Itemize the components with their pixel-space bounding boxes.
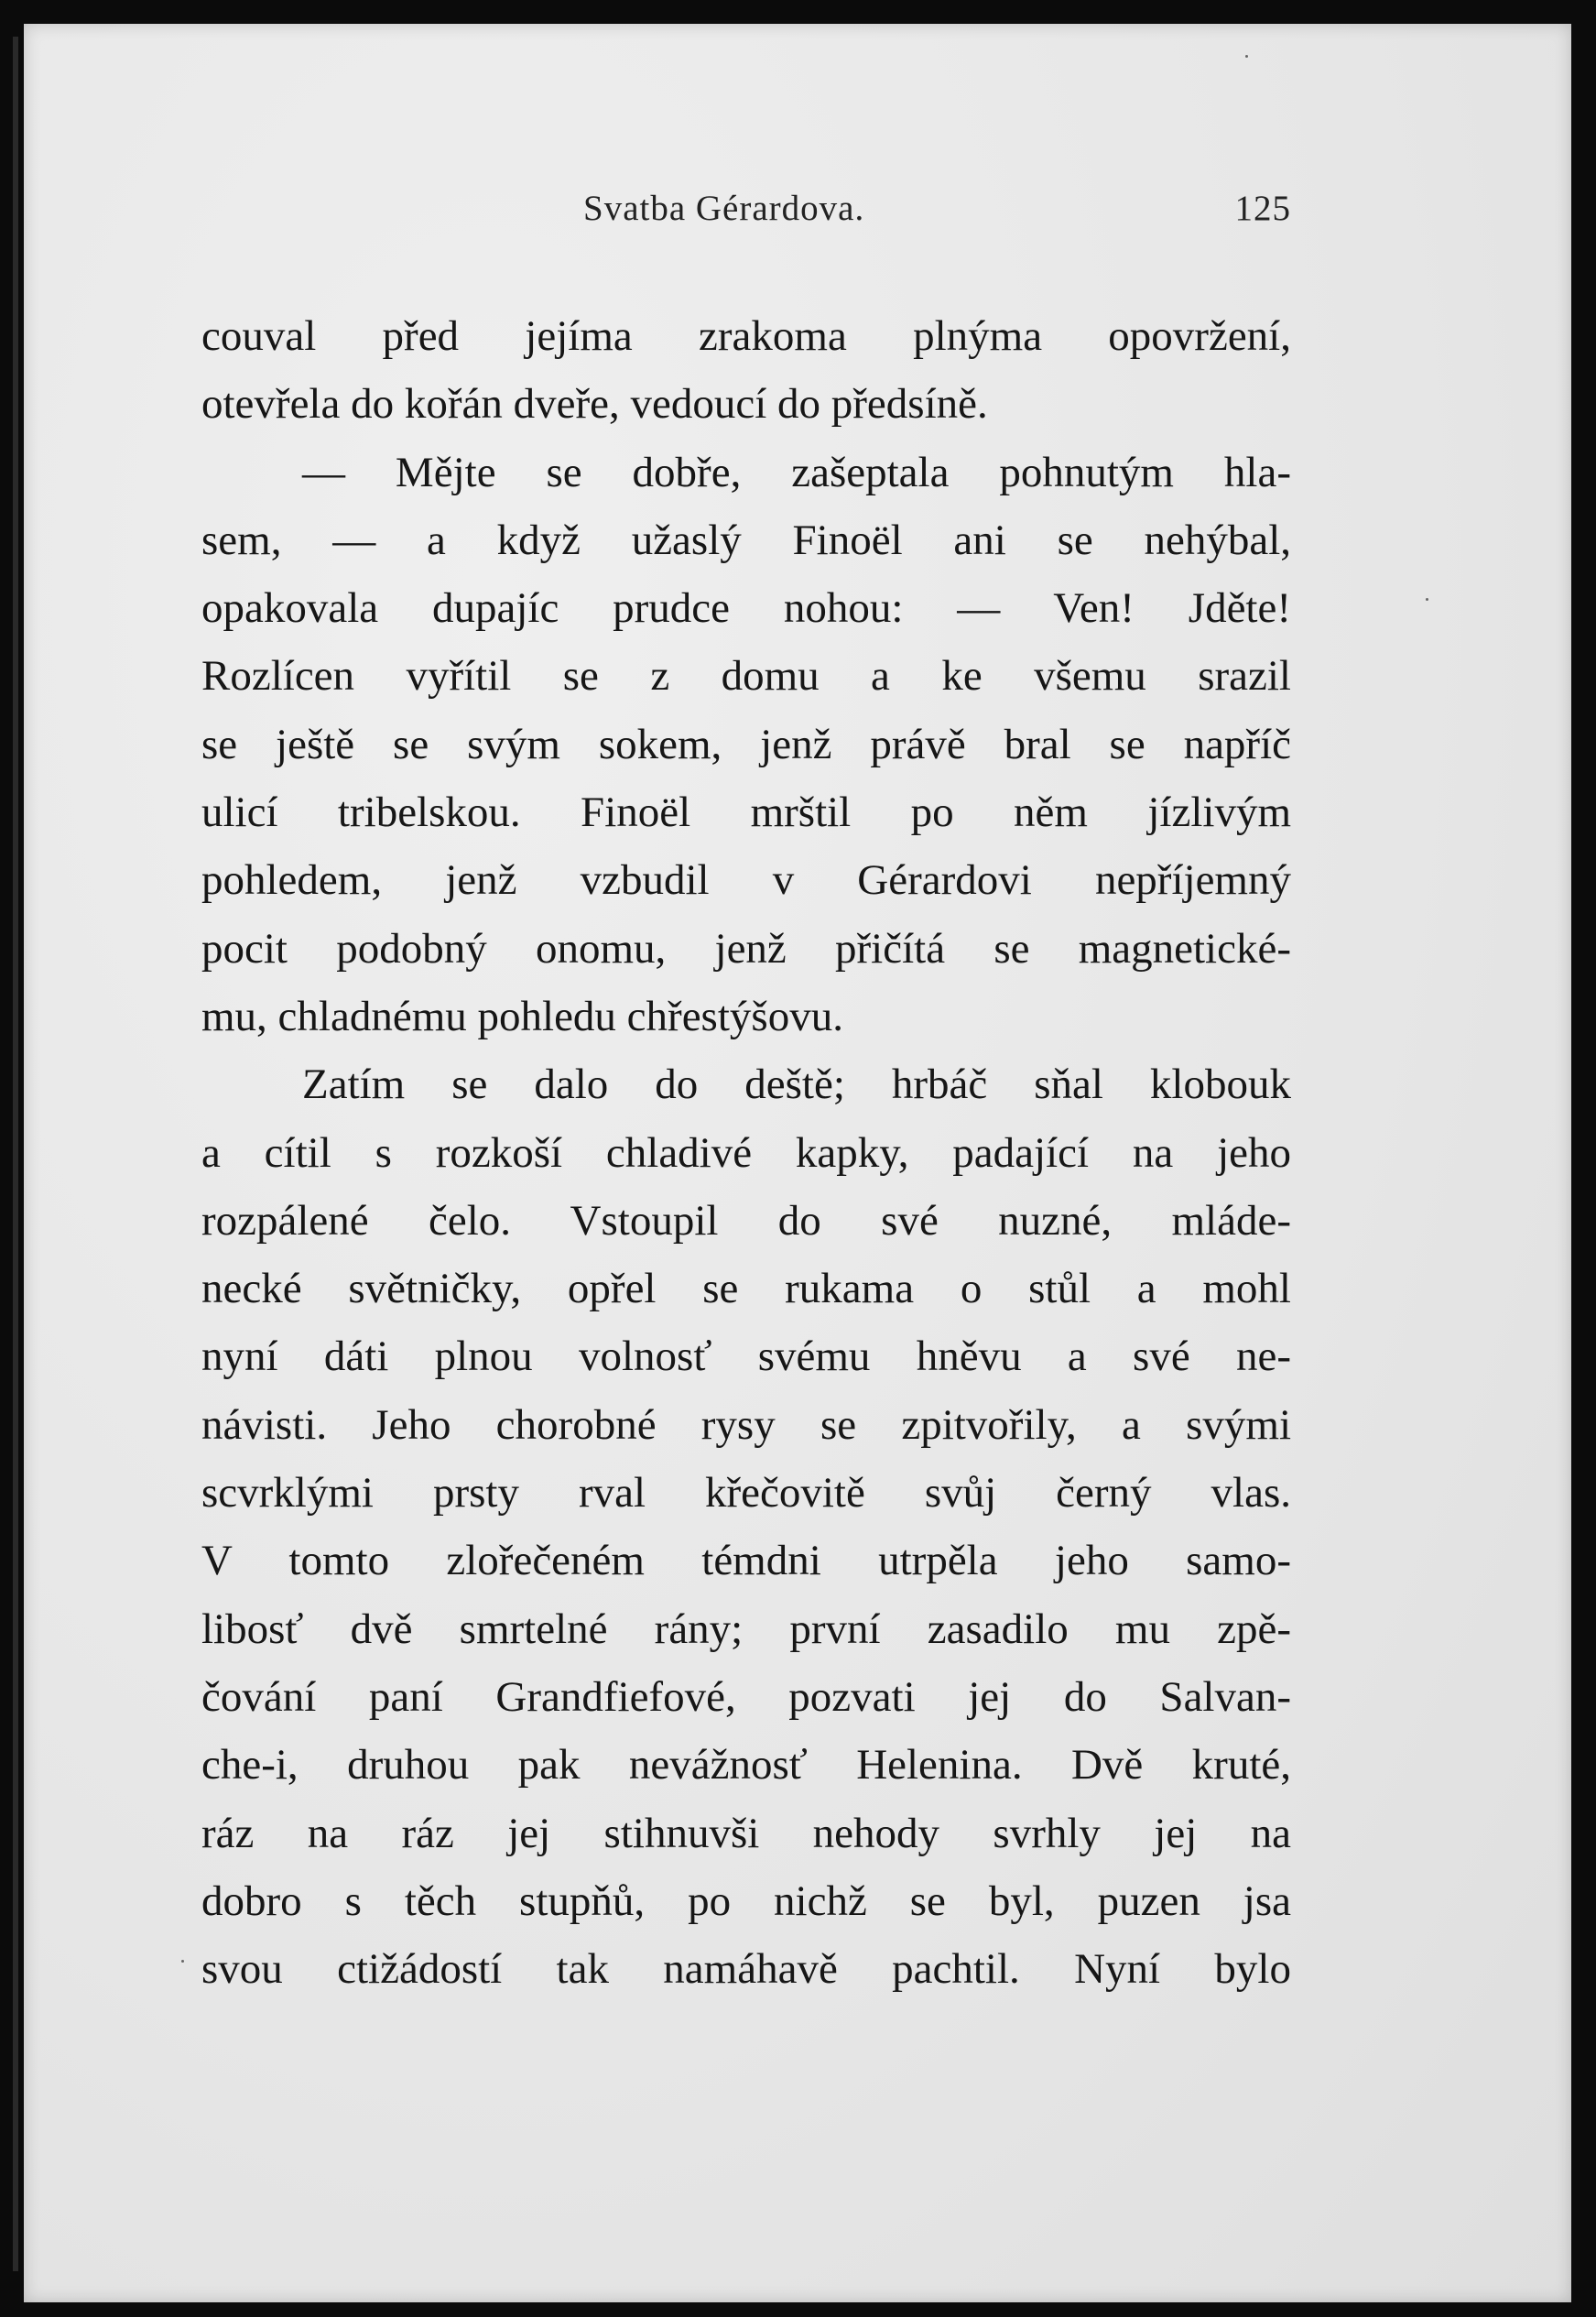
- text-line: scvrklými prsty rval křečovitě svůj černý vlas.: [201, 1469, 1291, 1517]
- text-line: návisti. Jeho chorobné rysy se zpitvořily, a svými: [201, 1400, 1291, 1449]
- scan-speck: [1426, 598, 1428, 601]
- text-line: necké světničky, opřel se rukama o stůl a mohl: [201, 1265, 1291, 1313]
- text-line: nyní dáti plnou volnosť svému hněvu a své ne-: [201, 1333, 1291, 1381]
- body-text: [201, 302, 1291, 2003]
- scan-speck: [181, 1960, 184, 1963]
- text-line: otevřela do kořán dveře, vedoucí do předsíně.: [201, 380, 988, 429]
- text-line: Rozlícen vyřítil se z domu a ke všemu srazil: [201, 652, 1291, 701]
- page-header: [568, 188, 1291, 243]
- text-line: rozpálené čelo. Vstoupil do své nuzné, mláde-: [201, 1196, 1291, 1245]
- text-line: se ještě se svým sokem, jenž právě bral se napříč: [201, 720, 1291, 768]
- text-line: pocit podobný onomu, jenž přičítá se magnetické-: [201, 924, 1291, 973]
- text-line: ráz na ráz jej stihnuvši nehody svrhly jej na: [201, 1809, 1291, 1857]
- scan-speck: [1245, 55, 1248, 58]
- text-line: opakovala dupajíc prudce nohou: — Ven! Jděte!: [201, 584, 1291, 633]
- text-line: mu, chladnému pohledu chřestýšovu.: [201, 992, 843, 1040]
- text-line: — Mějte se dobře, zašeptala pohnutým hla-: [302, 448, 1291, 496]
- text-line: a cítil s rozkoší chladivé kapky, padající na jeho: [201, 1128, 1291, 1177]
- text-line: libosť dvě smrtelné rány; první zasadilo mu zpě-: [201, 1604, 1291, 1653]
- text-line: čování paní Grandfiefové, pozvati jej do Salvan-: [201, 1672, 1291, 1721]
- page-number: 125: [1234, 189, 1291, 228]
- binding-edge: [13, 37, 18, 2271]
- text-line: ulicí tribelskou. Finoël mrštil po něm jízlivým: [201, 789, 1291, 837]
- text-line: dobro s těch stupňů, po nichž se byl, puzen jsa: [201, 1876, 1291, 1925]
- running-title: Svatba Gérardova.: [583, 189, 865, 228]
- text-line: svou ctižádostí tak namáhavě pachtil. Nyní bylo: [201, 1945, 1291, 1994]
- text-line: Zatím se dalo do deště; hrbáč sňal klobouk: [302, 1061, 1291, 1109]
- text-line: couval před jejíma zrakoma plnýma opovržení,: [201, 312, 1291, 360]
- text-line: che-i, druhou pak nevážnosť Helenina. Dvě kruté,: [201, 1741, 1291, 1789]
- text-line: V tomto zlořečeném témdni utrpěla jeho samo-: [201, 1537, 1291, 1585]
- text-line: sem, — a když užaslý Finoël ani se nehýbal,: [201, 516, 1291, 564]
- text-line: pohledem, jenž vzbudil v Gérardovi nepříjemný: [201, 856, 1291, 905]
